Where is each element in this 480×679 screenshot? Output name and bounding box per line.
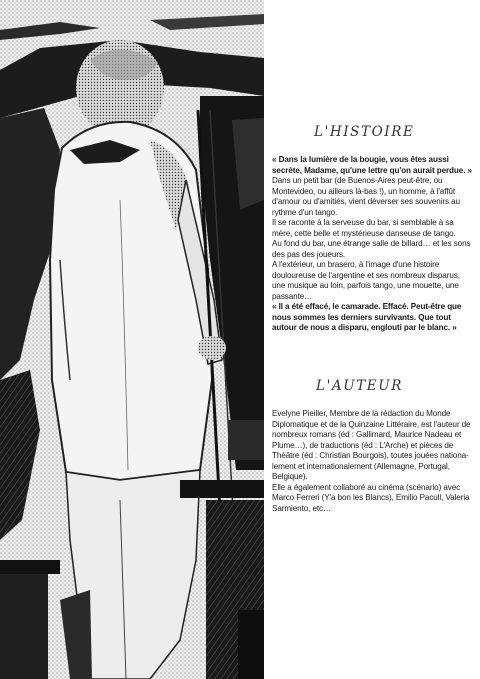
auteur-body-2: Elle a également collaboré au cinéma (scénario) avec Marco Ferreri (Y'a bon les Blancs), Emilio Pacull, Valeria Sarmiento, etc… — [272, 482, 470, 513]
bottom-left-shadow — [0, 574, 48, 679]
bar-ledge — [180, 480, 264, 498]
man-hand — [198, 336, 226, 360]
auteur-body-1: Evelyne Pieiller, Membre de la rédaction du Monde Diplomatique et de la Quinzaine Littéraire, est l'auteur de nombreux romans (éd : Gallimard, Maurice Nadeau et Plume…), de traductions (éd : L'Arche) et pièces de Théâtre (éd : Christian Bourgois), toutes jouées nationa-lement et internationalement (Allemagne, Portugal, Belgique). — [272, 409, 471, 481]
closing-quote: « Il a été effacé, le camarade. Effacé. Peut-être que nous sommes les derniers survivants. Que tout autour de nous a disparu, englouti par le blanc. » — [272, 302, 462, 332]
text-column — [272, 0, 472, 679]
man-jacket — [50, 122, 212, 480]
histoire-body-1: Dans un petit bar (de Buenos-Aires peut-être, ou Montevideo, ou ailleurs là-bas !), un homme, à l'affût d'amour ou d'amitiés, vient déverser ses souvenirs au rythme d'un tango. — [272, 176, 460, 217]
histoire-body-4: A l'extérieur, un brasero, à l'image d'une histoire douloureuse de l'argentine et ses nombreux disparus, une musique au loin, parfois tango, une mouette, une passante… — [272, 260, 460, 301]
histoire-body-2: Il se raconte à la serveuse du bar, si semblable à sa mère, cette belle et mystérieuse danseuse de tango. — [272, 218, 456, 238]
histoire-body-3: Au fond du bar, une étrange salle de billard… et les sons des pas des joueurs. — [272, 239, 471, 259]
auteur-paragraph — [272, 409, 472, 514]
histoire-heading: L'HISTOIRE — [314, 124, 415, 140]
opening-quote: « Dans la lumière de la bougie, vous êtes aussi secrète, Madame, qu'une lettre qu'on aurait perdue. » — [272, 155, 472, 175]
auteur-heading: L'AUTEUR — [316, 378, 404, 394]
histoire-paragraph — [272, 155, 472, 334]
